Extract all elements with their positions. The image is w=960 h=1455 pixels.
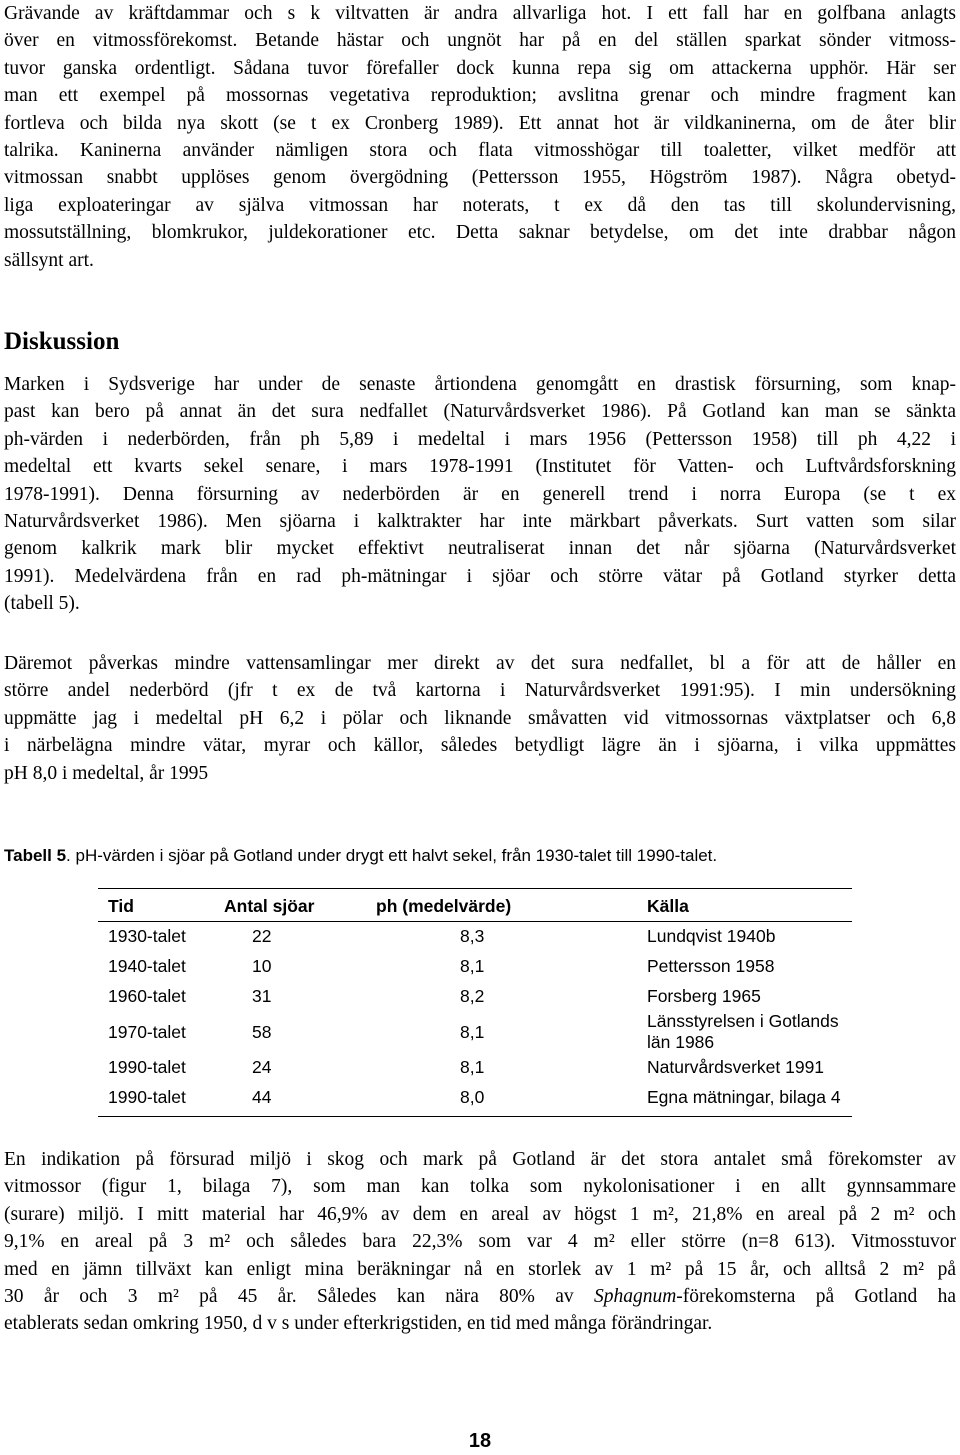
cell-antal: 10 [252, 956, 272, 977]
text-line: pH 8,0 i medeltal, år 1995 [4, 762, 209, 784]
header-ph: ph (medelvärde) [376, 895, 512, 916]
text-line: uppmätte jag i medeltal pH 6,2 i pölar och liknande småvatten vid vitmossornas växtplatser och 6,8 [4, 707, 956, 729]
table-row [98, 922, 852, 952]
text-line: vitmossan snabbt upplöses genom övergödning (Pettersson 1955, Högström 1987). Några obetyd- [4, 167, 956, 189]
cell-antal: 58 [252, 1021, 272, 1042]
cell-kalla: Lundqvist 1940b [647, 926, 776, 947]
text-line: fortleva och bilda nya skott (se t ex Cronberg 1989). Ett annat hot är vildkaninerna, om de åter blir [4, 112, 956, 134]
cell-antal: 24 [252, 1057, 272, 1078]
table-row [98, 952, 852, 982]
cell-tid: 1990-talet [108, 1087, 186, 1108]
table-row [98, 1083, 852, 1117]
cell-tid: 1930-talet [108, 926, 186, 947]
text-line: 9,1% en areal på 3 m² och således bara 22,3% som var 4 m² eller större (n=8 613). Vitmosstuvor [4, 1231, 956, 1253]
header-kalla: Källa [647, 895, 689, 916]
cell-tid: 1970-talet [108, 1021, 186, 1042]
text-line: med en jämn tillväxt kan enligt mina beräkningar nå en storlek av 1 m² på 15 år, och alltså 2 m² på [4, 1258, 956, 1280]
text-line: 1991). Medelvärdena från en rad ph-mätningar i sjöar och större vätar på Gotland styrker detta [4, 565, 956, 587]
paragraph-indication [4, 1146, 956, 1338]
table-caption-label: Tabell 5 [4, 846, 67, 865]
text-line: i närbelägna mindre vätar, myrar och källor, således betydligt lägre än i sjöarna, i vilka uppmättes [4, 735, 956, 757]
table-row [98, 1011, 852, 1053]
text-line: vitmossor (figur 1, bilaga 7), som man kan tolka som nykolonisationer i en allt gynnsammare [4, 1176, 956, 1198]
text-line: (surare) miljö. I mitt material har 46,9% av dem en areal av högst 1 m², 21,8% en areal på 2 m² och [4, 1203, 956, 1225]
text-line [4, 1283, 956, 1310]
section-heading: Diskussion [4, 328, 120, 355]
cell-ph: 8,0 [460, 1087, 485, 1108]
cell-ph: 8,1 [460, 1021, 485, 1042]
text-line: över en vitmossförekomst. Betande hästar och ungnöt har på en del ställen sparkat sönder vitmoss- [4, 30, 956, 52]
text-line: 1978-1991). Denna försurning av nederbörden är en generell trend i norra Europa (se t ex [4, 483, 956, 505]
table-caption-text: . pH-värden i sjöar på Gotland under drygt ett halvt sekel, från 1930-talet till 1990-talet. [66, 846, 718, 865]
cell-tid: 1960-talet [108, 985, 186, 1006]
table-row [98, 981, 852, 1011]
text-line: Marken i Sydsverige har under de senaste årtiondena genomgått en drastisk försurning, som knap- [4, 374, 956, 395]
header-tid: Tid [108, 895, 134, 916]
header-antal-sjoar: Antal sjöar [224, 895, 315, 916]
cell-tid: 1940-talet [108, 956, 186, 977]
ph-table [98, 888, 852, 1117]
text-line: past kan bero på annat än det sura nedfallet (Naturvårdsverket 1986). På Gotland kan man se sänkta [4, 401, 956, 423]
cell-ph: 8,1 [460, 956, 485, 977]
paragraph-small-waters [4, 650, 956, 787]
cell-ph: 8,2 [460, 985, 485, 1006]
text-line: liga exploateringar av själva vitmossan har noterats, t ex då den tas till skolundervisning, [4, 194, 956, 216]
text-line: (tabell 5). [4, 593, 80, 615]
text-run: 30 år och 3 m² på 45 år. Således kan nära 80% av [4, 1286, 594, 1308]
cell-tid: 1990-talet [108, 1057, 186, 1078]
page-number: 18 [468, 1430, 492, 1452]
text-line: mossutställning, blomkrukor, juldekorationer etc. Detta saknar betydelse, om det inte drabbar någon [4, 222, 956, 244]
cell-kalla: Pettersson 1958 [647, 956, 775, 977]
cell-ph: 8,3 [460, 926, 485, 947]
text-line: man ett exempel på mossornas vegetativa reproduktion; avslitna grenar och mindre fragment kan [4, 85, 956, 107]
text-line: större andel nederbörd (jfr t ex de två kartorna i Naturvårdsverket 1991:95). I min undersökning [4, 680, 956, 702]
text-line: Grävande av kräftdammar och s k viltvatten är andra allvarliga hot. I ett fall har en golfbana anlagts [4, 3, 956, 24]
table-caption [4, 846, 717, 866]
cell-antal: 44 [252, 1087, 272, 1108]
text-line: genom kalkrik mark blir mycket effektivt neutraliserat innan det når sjöarna (Naturvårdsverket [4, 538, 956, 560]
text-line: En indikation på försurad miljö i skog och mark på Gotland är det stora antalet små förekomster av [4, 1149, 956, 1170]
cell-kalla: Naturvårdsverket 1991 [647, 1057, 825, 1078]
text-line: ph-värden i nederbörden, från ph 5,89 i medeltal i mars 1956 (Pettersson 1958) till ph 4,22 i [4, 428, 956, 450]
species-name: Sphagnum [593, 1286, 677, 1308]
cell-antal: 31 [252, 985, 272, 1006]
cell-ph: 8,1 [460, 1057, 485, 1078]
table-row [98, 1053, 852, 1083]
cell-antal: 22 [252, 926, 272, 947]
cell-kalla: Forsberg 1965 [647, 985, 761, 1006]
text-line: medeltal ett kvarts sekel senare, i mars 1978-1991 (Institutet för Vatten- och Luftvårdsforskning [4, 456, 956, 478]
text-line: talrika. Kaninerna använder nämligen stora och flata vitmosshögar till toaletter, vilket medför att [4, 140, 956, 162]
text-run: -förekomsterna på Gotland ha [676, 1286, 956, 1308]
text-line: Naturvårdsverket 1986). Men sjöarna i kalktrakter har inte märkbart påverkats. Surt vatten som silar [4, 511, 956, 533]
text-line: etablerats sedan omkring 1950, d v s under efterkrigstiden, en tid med många förändringar. [4, 1313, 713, 1335]
text-line: sällsynt art. [4, 249, 94, 271]
cell-kalla: Länsstyrelsen i Gotlands län 1986 [647, 1011, 839, 1053]
paragraph-threats [4, 0, 956, 274]
table-header-row [98, 889, 852, 922]
text-line: Däremot påverkas mindre vattensamlingar mer direkt av det sura nedfallet, bl a för att de håller en [4, 653, 956, 674]
paragraph-acidification [4, 371, 956, 618]
text-line: tuvor ganska ordentligt. Sådana tuvor förefaller dock kunna repa sig om attackerna upphör. Här ser [4, 57, 956, 79]
cell-kalla: Egna mätningar, bilaga 4 [647, 1087, 841, 1108]
